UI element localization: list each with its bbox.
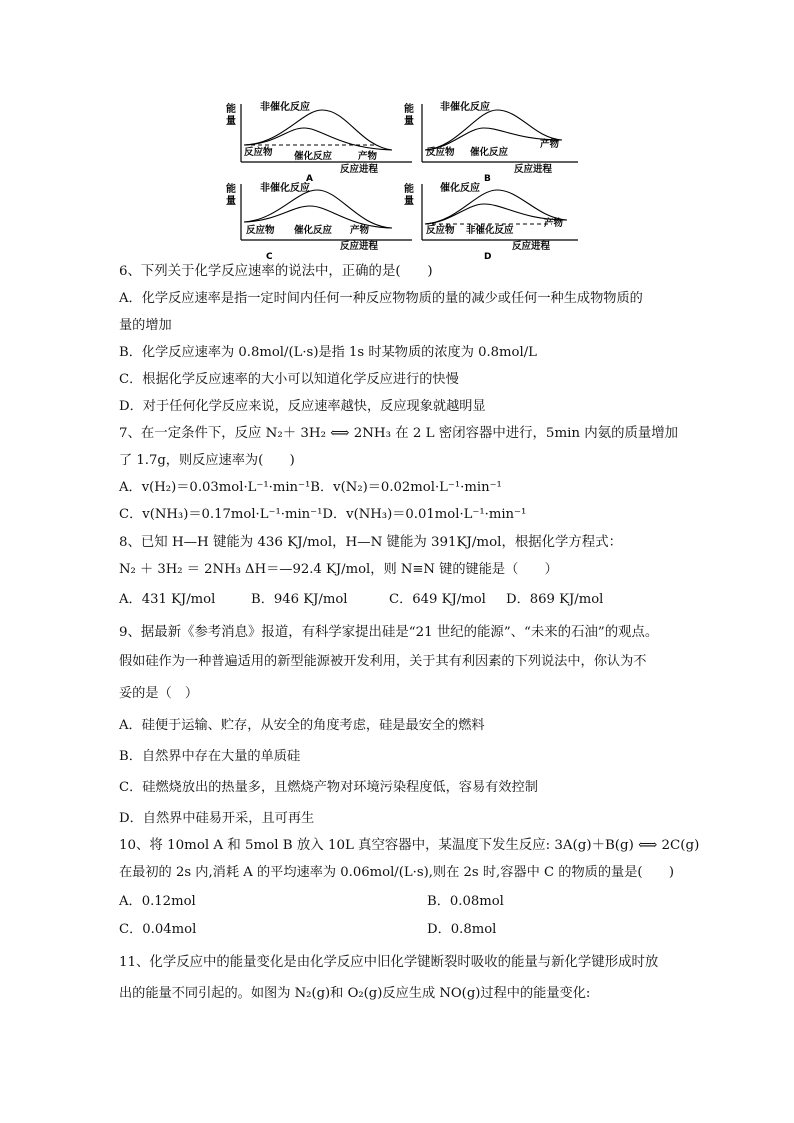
q7-stem-line2: 了 1.7g，则反应速率为( ) bbox=[119, 453, 295, 468]
uncatalyzed-curve bbox=[244, 110, 392, 150]
q9-option-a: A．硅便于运输、贮存，从安全的角度考虑，硅是最安全的燃料 bbox=[119, 718, 485, 733]
uncatalyzed-curve bbox=[244, 190, 392, 228]
top-curve-label: 非催化反应 bbox=[260, 102, 310, 113]
q8-option-c: C．649 KJ/mol bbox=[389, 592, 486, 607]
q9-stem-line2: 假如硅作为一种普遍适用的新型能源被开发利用，关于其有利因素的下列说法中，你认为不 bbox=[119, 654, 647, 669]
q7-options-ab: A．v(H₂)＝0.03mol·L⁻¹·min⁻¹B．v(N₂)＝0.02mol·L⁻¹·min⁻¹ bbox=[119, 480, 502, 495]
q6-option-c: C．根据化学反应速率的大小可以知道化学反应进行的快慢 bbox=[119, 372, 459, 387]
panel-letter: B bbox=[484, 174, 491, 184]
q11-stem-line1: 11、化学反应中的能量变化是由化学反应中旧化学键断裂时吸收的能量与新化学键形成时放 bbox=[119, 955, 659, 970]
q6-option-a-line1: A．化学反应速率是指一定时间内任何一种反应物物质的量的减少或任何一种生成物物质的 bbox=[119, 291, 643, 306]
low-curve-label: 非催化反应 bbox=[466, 225, 514, 236]
q8-option-a: A．431 KJ/mol bbox=[119, 592, 216, 607]
q10-stem-line1: 10、将 10mol A 和 5mol B 放入 10L 真空容器中，某温度下发生反应: 3A(g)＋B(g) ⟺ 2C(g) bbox=[119, 838, 700, 853]
x-label: 反应进程 bbox=[512, 241, 551, 252]
low-curve-label: 催化反应 bbox=[294, 151, 333, 162]
ylabel-top: 能 bbox=[226, 184, 236, 195]
ylabel-bottom: 量 bbox=[226, 116, 236, 127]
q10-option-d: D．0.8mol bbox=[427, 922, 497, 937]
reactant-label: 反应物 bbox=[246, 225, 275, 236]
q10-stem-line2: 在最初的 2s 内,消耗 A 的平均速率为 0.06mol/(L·s),则在 2s 时,容器中 C 的物质的量是( ) bbox=[119, 865, 675, 880]
top-curve-label: 非催化反应 bbox=[440, 102, 490, 113]
x-label: 反应进程 bbox=[340, 164, 379, 175]
panel-c bbox=[226, 181, 412, 260]
ylabel-bottom: 量 bbox=[404, 116, 414, 127]
panel-letter: D bbox=[484, 252, 492, 260]
q7-options-cd: C．v(NH₃)＝0.17mol·L⁻¹·min⁻¹D．v(NH₃)＝0.01mol·L⁻¹·min⁻¹ bbox=[119, 507, 527, 522]
q9-stem-line1: 9、据最新《参考消息》报道，有科学家提出硅是“21 世纪的能源”、“未来的石油”的观点。 bbox=[119, 625, 659, 640]
ylabel-top: 能 bbox=[404, 104, 414, 115]
product-label: 产物 bbox=[358, 151, 378, 162]
q8-stem-line1: 8、已知 H—H 键能为 436 KJ/mol，H—N 键能为 391KJ/mol，根据化学方程式： bbox=[119, 535, 622, 550]
q6-option-a-line2: 量的增加 bbox=[119, 318, 172, 333]
q7-stem-line1: 7、在一定条件下，反应 N₂＋ 3H₂ ⟺ 2NH₃ 在 2 L 密闭容器中进行，5min 内氨的质量增加 bbox=[119, 426, 679, 441]
panel-a bbox=[226, 100, 412, 184]
panel-letter: A bbox=[306, 174, 313, 184]
q9-stem-line3: 妥的是（ ） bbox=[119, 686, 199, 701]
reactant-label: 反应物 bbox=[426, 225, 455, 236]
ylabel-bottom: 量 bbox=[404, 196, 414, 207]
q10-option-b: B．0.08mol bbox=[427, 894, 504, 909]
q6-option-d: D．对于任何化学反应来说，反应速率越快，反应现象就越明显 bbox=[119, 399, 486, 414]
q11-stem-line2: 出的能量不同引起的。如图为 N₂(g)和 O₂(g)反应生成 NO(g)过程中的能量变化: bbox=[119, 986, 591, 1001]
q9-option-b: B．自然界中存在大量的单质硅 bbox=[119, 749, 301, 764]
x-label: 反应进程 bbox=[340, 241, 379, 252]
x-label: 反应进程 bbox=[514, 164, 553, 175]
top-curve-label: 非催化反应 bbox=[260, 183, 310, 194]
panel-d bbox=[404, 181, 578, 260]
q6-stem: 6、下列关于化学反应速率的说法中，正确的是( ) bbox=[119, 264, 433, 279]
q6-option-b: B．化学反应速率为 0.8mol/(L·s)是指 1s 时某物质的浓度为 0.8mol/L bbox=[119, 345, 537, 360]
q8-option-d: D．869 KJ/mol bbox=[506, 592, 604, 607]
q8-option-b: B．946 KJ/mol bbox=[251, 592, 348, 607]
ylabel-top: 能 bbox=[226, 104, 236, 115]
ylabel-bottom: 量 bbox=[226, 196, 236, 207]
ylabel-top: 能 bbox=[404, 184, 414, 195]
panel-b bbox=[404, 100, 578, 184]
q9-option-c: C．硅燃烧放出的热量多，且燃烧产物对环境污染程度低，容易有效控制 bbox=[119, 780, 538, 795]
q10-option-a: A．0.12mol bbox=[119, 894, 196, 909]
q9-option-d: D．自然界中硅易开采，且可再生 bbox=[119, 811, 315, 826]
q10-option-c: C．0.04mol bbox=[119, 922, 197, 937]
reactant-label: 反应物 bbox=[244, 147, 273, 158]
energy-diagrams-figure bbox=[222, 98, 582, 260]
low-curve-label: 催化反应 bbox=[470, 147, 509, 158]
reactant-label: 反应物 bbox=[426, 147, 455, 158]
panel-letter: C bbox=[266, 252, 273, 260]
q8-stem-line2: N₂ ＋ 3H₂ ＝ 2NH₃ ΔH＝—92.4 KJ/mol，则 N≡N 键的键能是（ ） bbox=[119, 562, 558, 577]
low-curve-label: 催化反应 bbox=[294, 225, 333, 236]
top-curve-label: 催化反应 bbox=[440, 183, 480, 194]
product-label: 产物 bbox=[540, 139, 560, 150]
product-label: 产物 bbox=[544, 218, 564, 229]
product-label: 产物 bbox=[350, 225, 370, 236]
